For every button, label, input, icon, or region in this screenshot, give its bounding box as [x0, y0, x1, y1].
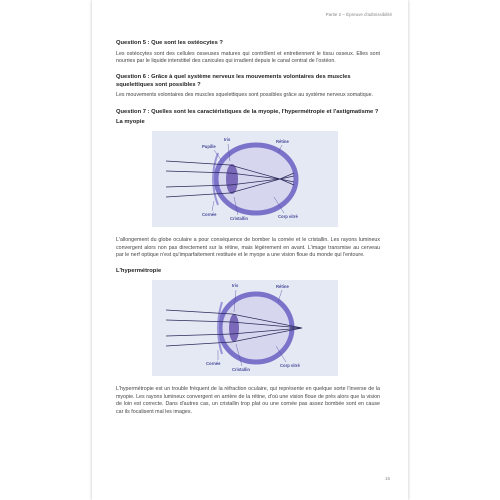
answer-5: Les ostéocytes sont des cellules osseuses matures qui contrôlent et entretiennent le tissu osseux. Elles sont nourries par le liquide interstitiel des canicules qui irradient depuis le canal central de l'ostéon.	[116, 50, 380, 64]
label-retine: Rétine	[276, 139, 289, 145]
label-corps-vitre: Corp vitré	[280, 363, 300, 369]
page-content	[116, 40, 380, 425]
question-6: Question 6 : Grâce à quel système nerveux les mouvements volontaires des muscles squelettiques sont possibles ?	[116, 74, 351, 88]
label-iris: Iris	[232, 283, 239, 289]
myopie-title: La myopie	[116, 119, 145, 126]
question-7: Question 7 : Quelles sont les caractéristiques de la myopie, l'hypermétropie et l'astigmatisme ?	[116, 108, 379, 115]
label-cristallin: Cristallin	[232, 367, 250, 373]
myopie-text: L'allongement du globe oculaire a pour conséquence de bomber la cornée et le cristallin. Les rayons lumineux convergent alors non pas directement sur la rétine, mais légèrement en avant. L'image transmise au cerveau par le nerf optique n'est qu'imparfaitement restituée et le myope a une vision floue du monde qui l'entoure.	[116, 237, 380, 259]
lens	[229, 314, 239, 342]
hypermetropie-text: L'hypermétropie est un trouble fréquent de la réfraction oculaire, qui représente en quelque sorte l'inverse de la myopie. Les rayons lumineux convergent en arrière de la rétine, d'où une vision floue de près alors que la vision de loin est correcte. Dans d'autres cas, un cristallin trop plat ou une cornée pas assez bombée sont en cause car ils focalisent mal les images.	[116, 386, 380, 415]
lens	[226, 164, 238, 194]
label-cornee: Cornée	[206, 361, 221, 367]
label-cristallin: Cristallin	[230, 216, 248, 222]
myopie-eye-diagram	[152, 131, 338, 227]
hypermetropie-eye-svg	[152, 280, 338, 376]
document-page	[92, 0, 408, 500]
answer-6: Les mouvements volontaires des muscles squelettiques sont possibles grâce au système nerveux somatique.	[116, 92, 374, 99]
page-number: 15	[384, 476, 390, 481]
myopie-eye-svg	[152, 131, 338, 227]
label-retine: Rétine	[276, 284, 289, 290]
question-5: Question 5 : Que sont les ostéocytes ?	[116, 40, 223, 46]
hypermetropie-eye-diagram	[152, 280, 338, 376]
label-cornee: Cornée	[202, 212, 217, 218]
label-pupille: Pupille	[202, 144, 216, 150]
running-header: Partie 2 – Épreuve d'admissibilité	[325, 12, 392, 17]
label-iris: Iris	[224, 137, 231, 143]
label-corps-vitre: Corp vitré	[278, 214, 298, 220]
hypermetropie-title: L'hypermétropie	[116, 268, 162, 275]
